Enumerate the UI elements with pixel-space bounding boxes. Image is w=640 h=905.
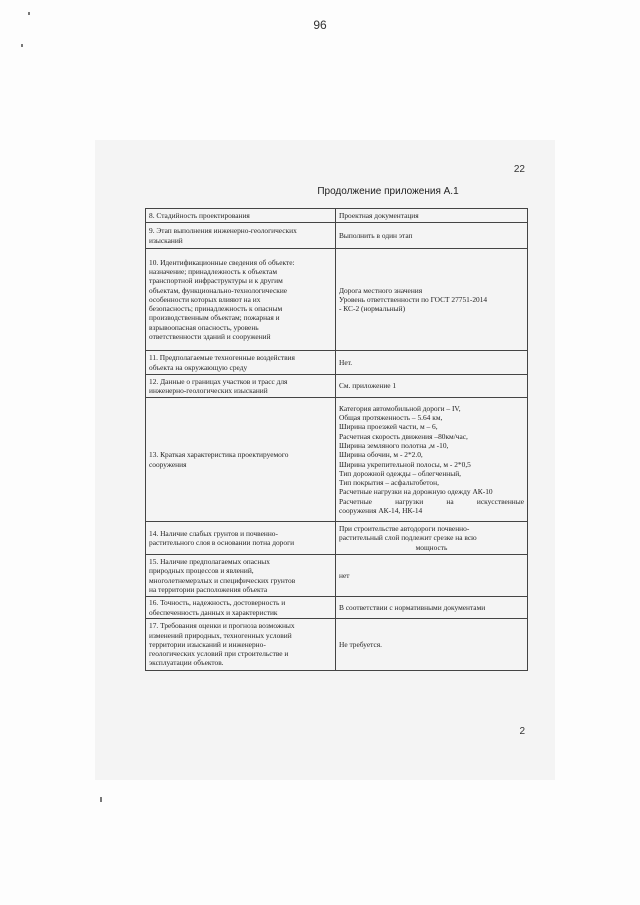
table-row (146, 375, 528, 398)
cell-line: нет (339, 570, 350, 580)
row-13-value (336, 398, 528, 522)
row-9-label (146, 223, 336, 249)
cell-line: 12. Данные о границах участков и трасс для (149, 376, 288, 386)
table-row (146, 619, 528, 671)
cell-line: 11. Предполагаемые техногенные воздействия (149, 353, 295, 363)
row-11-value (336, 351, 528, 375)
cell-line: мощность (415, 542, 448, 552)
cell-line: сооружения (149, 459, 187, 469)
cell-line: 16. Точность, надежность, достоверность и (149, 598, 286, 608)
cell-line: Ширина земляного полотна ,м -10, (339, 440, 449, 450)
table-row (146, 398, 528, 522)
cell-line: Нет. (339, 357, 353, 367)
scan-mark (100, 797, 102, 802)
cell-word: Расчетные (339, 496, 372, 506)
table-row (146, 555, 528, 597)
cell-line: Тип дорожной одежды – облегченный, (339, 468, 462, 478)
cell-line: - КС-2 (нормальный) (339, 304, 406, 314)
row-17-value (336, 619, 528, 671)
appendix-caption: Продолжение приложения А.1 (317, 186, 459, 197)
cell-line: растительный слой подлежит срезке на всю (339, 533, 477, 543)
row-14-value (336, 522, 528, 555)
page-number-top: 96 (313, 18, 327, 32)
cell-line: 13. Краткая характеристика проектируемого (149, 450, 289, 460)
scan-mark (28, 12, 30, 15)
cell-line: 17. Требования оценки и прогноза возможных (149, 621, 295, 631)
page-number-bottom: 2 (519, 726, 525, 737)
cell-line: В соответствии с нормативными документами (339, 602, 486, 612)
scan-mark (21, 44, 23, 47)
row-10-label (146, 249, 336, 351)
cell-line: инженерно-геологических изысканий (149, 386, 268, 395)
row-12-label (146, 375, 336, 398)
cell-line: геологических условий при строительстве и (149, 649, 289, 659)
cell-line: особенности которых влияют на их (149, 294, 261, 304)
row-11-label (146, 351, 336, 375)
cell-line: изысканий (149, 235, 183, 245)
table-row (146, 209, 528, 223)
cell-line: 9. Этап выполнения инженерно-геологических (149, 226, 297, 236)
cell-line: безопасность; принадлежность к опасным (149, 304, 283, 314)
cell-line: производственным объектам; пожарная и (149, 313, 280, 323)
row-15-value (336, 555, 528, 597)
justified-line (339, 497, 524, 506)
cell-line: транспортной инфраструктуры и к другим (149, 276, 283, 286)
cell-line: на территории расположения объекта (149, 584, 268, 594)
cell-line: ответственности зданий и сооружений (149, 332, 271, 342)
cell-line: многолетнемерзлых и специфических грунтов (149, 575, 296, 585)
table-row (146, 223, 528, 249)
cell-line: При строительстве автодороги почвенно- (339, 524, 470, 534)
requirements-table (145, 208, 528, 671)
cell-line: Ширина укрепительной полосы, м - 2*0,5 (339, 459, 471, 469)
cell-line: Ширина проезжей части, м – 6, (339, 422, 438, 432)
row-8-label (146, 209, 336, 223)
row-17-label (146, 619, 336, 671)
cell-word: на (446, 496, 454, 506)
cell-line: взрывоопасная опасность, уровень (149, 322, 259, 332)
cell-line: назначение; принадлежность к объектам (149, 266, 278, 276)
cell-line: Выполнить в один этап (339, 230, 413, 240)
cell-line: территории изысканий и инженерно- (149, 639, 266, 649)
table-row (146, 249, 528, 351)
row-15-label (146, 555, 336, 597)
table-row (146, 522, 528, 555)
cell-line: Расчетные нагрузки на дорожную одежду АК-10 (339, 487, 493, 497)
cell-line: 15. Наличие предполагаемых опасных (149, 556, 270, 566)
cell-line: объектам, функционально-технологические (149, 285, 288, 295)
cell-line: См. приложение 1 (339, 381, 397, 391)
cell-line: Расчетная скорость движения –80км/час, (339, 431, 468, 441)
row-9-value (336, 223, 528, 249)
cell-line: 14. Наличие слабых грунтов и почвенно- (149, 528, 278, 538)
cell-word: нагрузки (395, 496, 424, 506)
cell-word: искусственные (476, 496, 524, 506)
cell-line: Категория автомобильной дороги – IV, (339, 403, 461, 413)
page-number-right: 22 (513, 164, 525, 175)
table-row (146, 351, 528, 375)
cell-line: природных процессов и явлений, (149, 566, 254, 576)
cell-line: 8. Стадийность проектирования (149, 210, 250, 220)
cell-line: объекта на окружающую среду (149, 362, 248, 372)
table-row (146, 597, 528, 619)
cell-line: Дорога местного значения (339, 285, 423, 295)
row-16-value (336, 597, 528, 619)
cell-line: Общая протяженность – 5.64 км, (339, 413, 443, 423)
cell-line: Проектная документация (339, 210, 419, 220)
cell-line: эксплуатации объектов. (149, 658, 224, 668)
cell-line: Уровень ответственности по ГОСТ 27751-2014 (339, 294, 488, 304)
row-12-value (336, 375, 528, 398)
cell-line: обеспеченность данных и характеристик (149, 607, 278, 617)
cell-line: изменений природных, техногенных условий (149, 630, 292, 640)
row-16-label (146, 597, 336, 619)
cell-line: Тип покрытия – асфальтобетон, (339, 478, 439, 488)
cell-line: сооружения АК-14, НК-14 (339, 505, 423, 515)
cell-line: растительного слоя в основании потна дороги (149, 538, 295, 547)
row-14-label (146, 522, 336, 555)
cell-line: Ширина обочин, м - 2*2.0, (339, 450, 423, 460)
cell-line: 10. Идентификационные сведения об объекте: (149, 257, 295, 267)
row-13-label (146, 398, 336, 522)
cell-line: Не требуется. (339, 639, 382, 649)
row-10-value (336, 249, 528, 351)
row-8-value (336, 209, 528, 223)
